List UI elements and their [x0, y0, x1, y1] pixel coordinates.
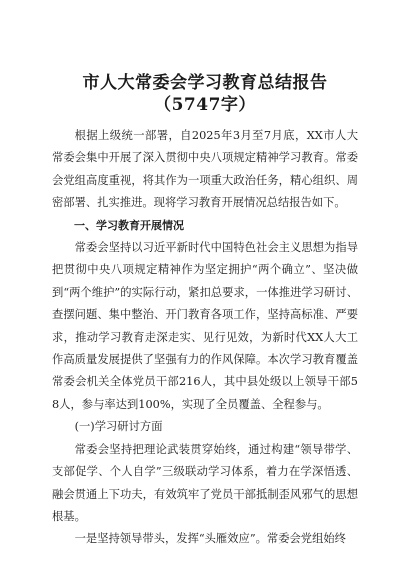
section-1-paragraph: 常委会坚持以习近平新时代中国特色社会主义思想为指导把贯彻中央八项规定精神作为坚定拥护“两个确立”、坚决做到“两个维护”的实际行动，紧扣总要求，一体推进学习研讨、查摆问题、集中整治、开门教育各项工作，坚持高标准、严要求，推动学习教育走深走实、见行见效，为新时代XX人大工作高质量发展提供了坚强有力的作风保障。本次学习教育覆盖常委会机关全体党员干部216人，其中县处级以上领导干部58人，参与率达到100%，实现了全员覆盖、全程参与。	[52, 241, 358, 411]
document-title: 市人大常委会学习教育总结报告（5747字）	[82, 73, 328, 115]
section-heading-1: 一、学习教育开展情况	[74, 218, 184, 232]
subsection-heading-1: (一)学习研讨方面	[74, 420, 163, 434]
point-1-paragraph: 一是坚持领导带头，发挥“头雁效应”。常委会党组始终	[74, 532, 346, 546]
intro-paragraph: 根据上级统一部署，自2025年3月至7月底，XX市人大常委会集中开展了深入贯彻中央八项规定精神学习教育。常委会党组高度重视，将其作为一项重大政治任务，精心组织、周密部署、扎实推进。现将学习教育开展情况总结报告如下。	[52, 129, 358, 210]
subsection-1-paragraph: 常委会坚持把理论武装贯穿始终，通过构建“领导带学、支部促学、个人自学”三级联动学习体系，着力在学深悟透、融会贯通上下功夫，有效筑牢了党员干部抵制歪风邪气的思想根基。	[52, 442, 358, 523]
